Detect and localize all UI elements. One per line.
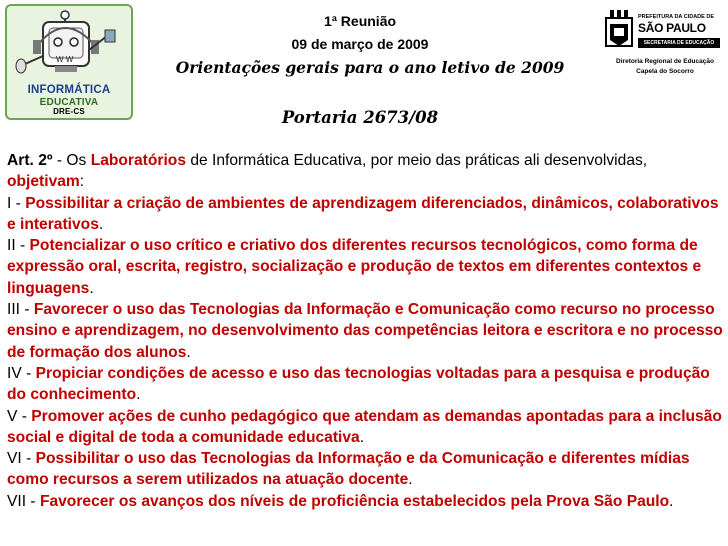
item-end: . — [98, 215, 104, 233]
item-number: IV - — [7, 364, 36, 382]
item-text: Possibilitar o uso das Tecnologias da Informação e da Comunicação e diferentes mídias como recursos a serem utilizados na atuação docente — [7, 450, 690, 489]
prefeitura-label: PREFEITURA DA CIDADE DE — [638, 14, 714, 20]
item-end: . — [359, 428, 365, 446]
diretoria-label: Diretoria Regional de Educação — [616, 58, 714, 65]
keyword-objetivam: objetivam — [7, 173, 80, 191]
item-text: Propiciar condições de acesso e uso das tecnologias voltadas para a pesquisa e produção do conhecimento — [7, 364, 710, 404]
list-item-v — [7, 406, 723, 449]
item-end: . — [136, 386, 141, 404]
list-item-vii — [7, 491, 723, 512]
list-item-i — [7, 193, 723, 236]
item-number: I - — [7, 194, 26, 212]
list-item-iii — [7, 299, 723, 363]
article-intro — [7, 150, 723, 193]
intro-text-b: de Informática Educativa, por meio das práticas ali desenvolvidas, — [186, 152, 648, 169]
item-text: Promover ações de cunho pedagógico que atendam as demandas apontadas para a inclusão social e digital de toda a comunidade educativa — [7, 407, 722, 446]
logo-line-3: DRE-CS — [53, 107, 85, 116]
item-number: V - — [7, 407, 32, 425]
secretaria-bar: SECRETARIA DE EDUCAÇÃO — [638, 38, 720, 48]
item-end: . — [186, 343, 191, 361]
logo-line-1: INFORMÁTICA — [27, 84, 111, 96]
subtitle: Orientações gerais para o ano letivo de 2009 — [175, 58, 565, 77]
intro-text-a: - Os — [52, 152, 91, 169]
sao-paulo-label: SÃO PAULO — [638, 21, 706, 35]
article-text — [7, 150, 723, 512]
item-text: Favorecer os avanços dos níveis de proficiência estabelecidos pela Prova São Paulo — [39, 492, 670, 510]
item-text: Potencializar o uso crítico e criativo dos diferentes recursos tecnológicos, como forma de expressão oral, escrita, registro, socialização e produção de textos em diferentes contextos e linguagens — [7, 237, 702, 297]
item-text: Possibilitar a criação de ambientes de aprendizagem diferenciados, dinâmicos, colaborativos e interativos — [7, 194, 719, 233]
meeting-date: 09 de março de 2009 — [291, 36, 429, 52]
article-label: Art. 2º — [7, 152, 53, 169]
informatica-educativa-logo — [5, 4, 133, 120]
item-text: Favorecer o uso das Tecnologias da Informação e Comunicação como recurso no processo ensino e aprendizagem, no desenvolvimento das competências leitora e escritora e no processo de formação dos alunos — [7, 301, 723, 361]
item-number: II - — [7, 237, 30, 255]
list-item-iv — [7, 363, 723, 406]
item-end: . — [669, 492, 674, 510]
item-number: VII - — [7, 492, 40, 510]
item-number: III - — [7, 301, 34, 319]
capela-label: Capela do Socorro — [636, 68, 694, 75]
svg-text:W W: W W — [56, 55, 74, 64]
logo-line-2: EDUCATIVA — [39, 97, 99, 108]
portaria-title: Portaria 2673/08 — [281, 108, 439, 127]
list-item-vi — [7, 448, 723, 491]
prefeitura-sao-paulo-logo — [600, 8, 720, 80]
city-coat-of-arms-icon — [602, 10, 636, 50]
meeting-title: 1ª Reunião — [323, 13, 397, 29]
list-item-ii — [7, 235, 723, 299]
keyword-laboratorios: Laboratórios — [90, 152, 186, 169]
item-number: VI - — [7, 450, 36, 468]
intro-text-c: : — [79, 173, 85, 191]
item-end: . — [89, 279, 94, 297]
item-end: . — [408, 471, 413, 489]
